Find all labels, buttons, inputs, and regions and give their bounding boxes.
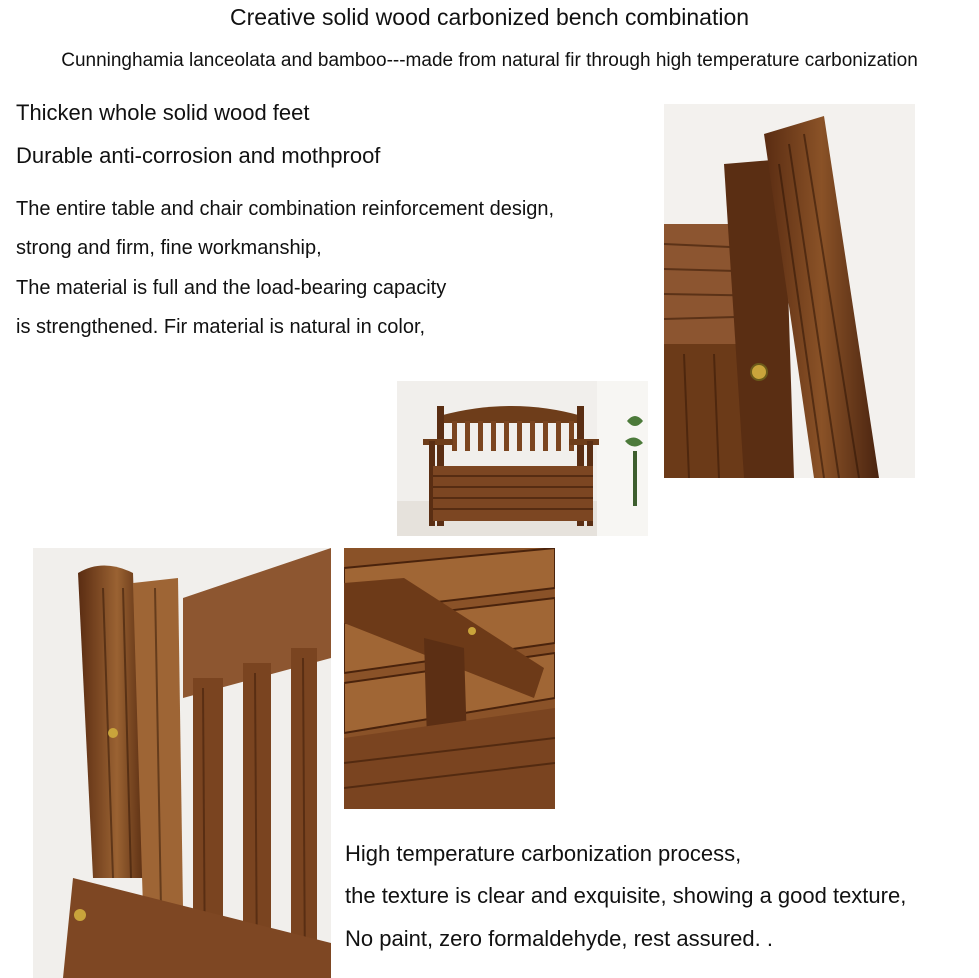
process-line: the texture is clear and exquisite, showing a good texture, (345, 883, 907, 908)
armrest-seat-photo (344, 548, 555, 809)
description-line: The entire table and chair combination reinforcement design, (16, 198, 555, 220)
armrest-closeup-photo (664, 104, 915, 478)
description-line: strong and firm, fine workmanship, (16, 237, 322, 259)
backrest-corner-photo (33, 548, 331, 978)
process-line: High temperature carbonization process, (345, 841, 742, 866)
feature-line: Thicken whole solid wood feet (16, 100, 310, 125)
page-subtitle: Cunninghamia lanceolata and bamboo---made from natural fir through high temperature carbonization (61, 50, 918, 71)
bench-full-photo (397, 381, 648, 536)
page-title: Creative solid wood carbonized bench combination (229, 4, 750, 30)
description-line: is strengthened. Fir material is natural in color, (16, 316, 426, 338)
process-line: No paint, zero formaldehyde, rest assured. . (345, 926, 773, 951)
feature-line: Durable anti-corrosion and mothproof (16, 143, 381, 168)
description-line: The material is full and the load-bearing capacity (16, 277, 447, 299)
